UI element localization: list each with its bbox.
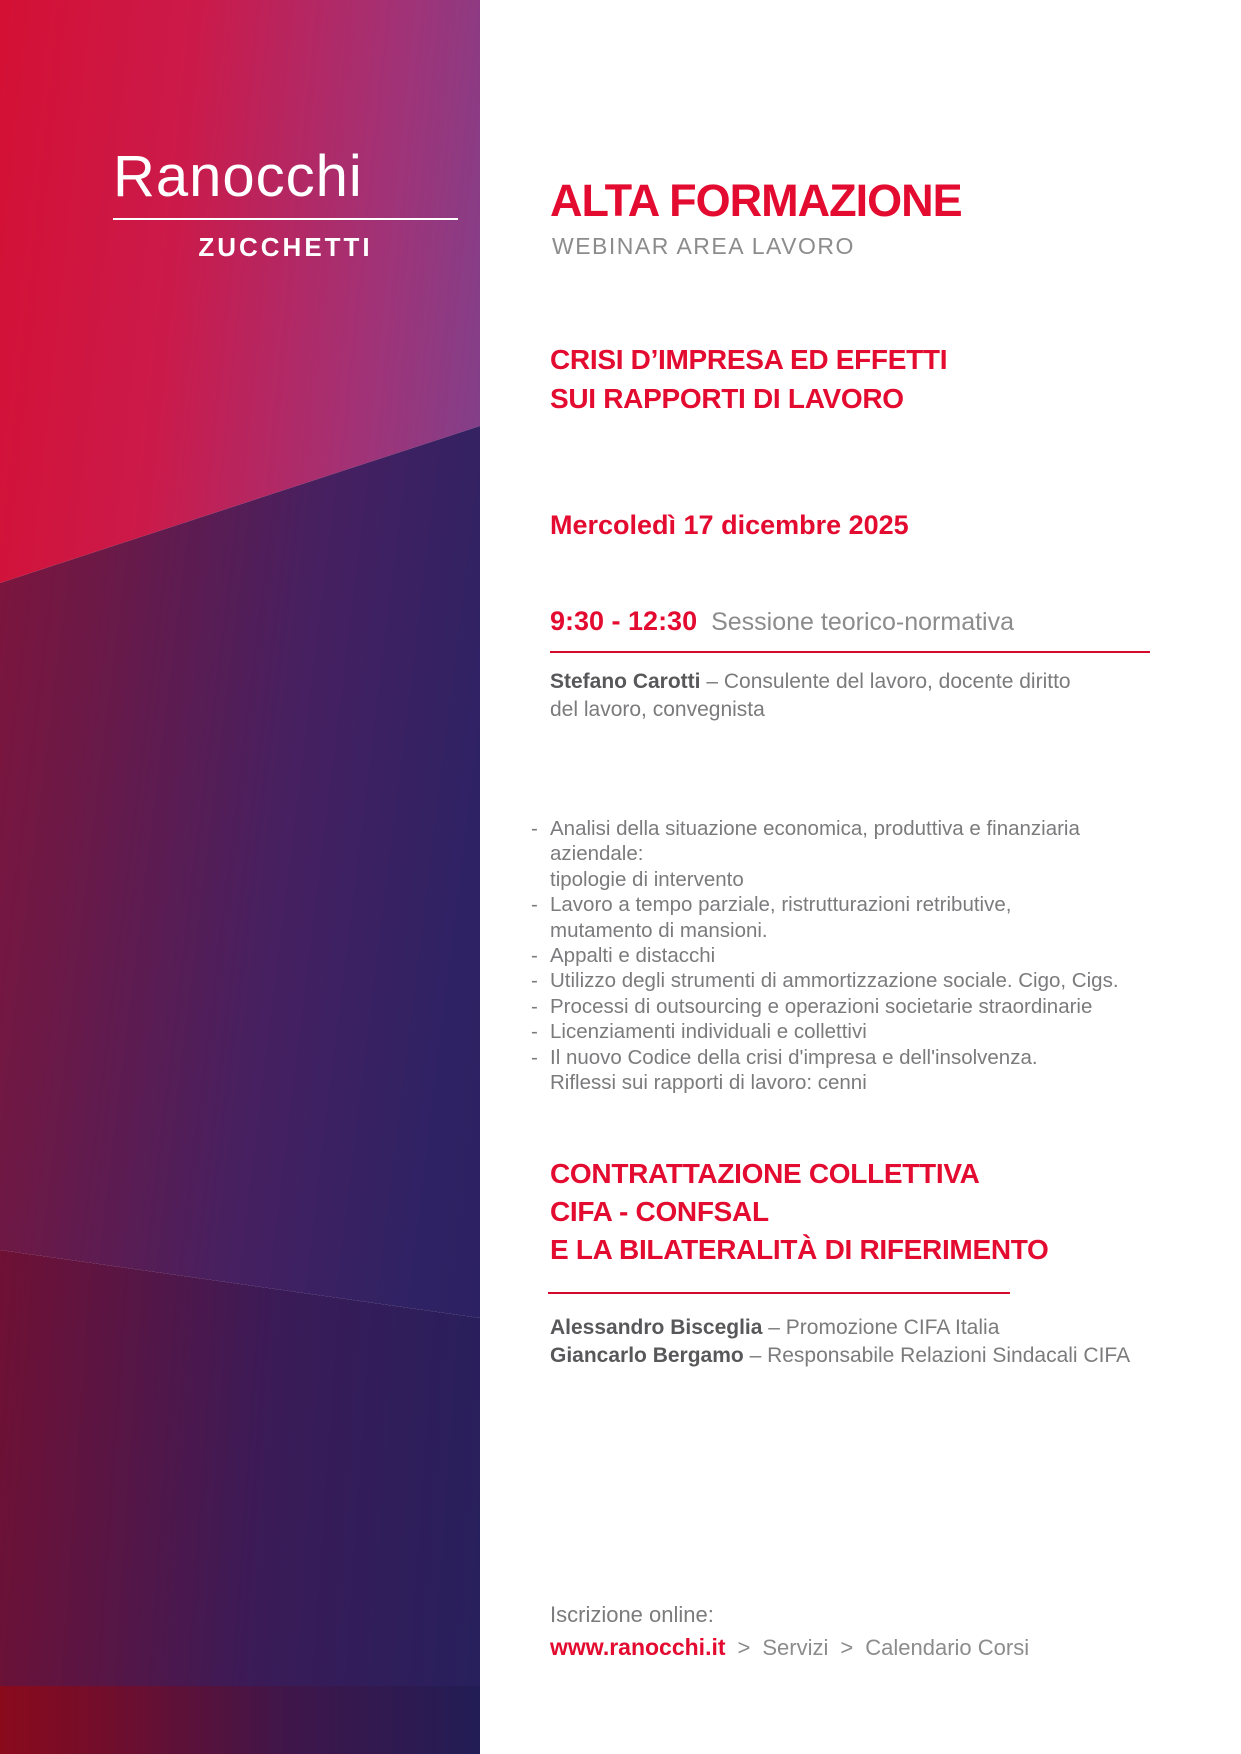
speaker-name: Giancarlo Bergamo <box>550 1344 744 1367</box>
event-title <box>550 340 947 418</box>
section2-speakers <box>550 1314 1150 1370</box>
logo-subbrand: ZUCCHETTI <box>198 232 373 262</box>
bullet-dash: - <box>531 893 538 917</box>
session-speaker <box>550 668 1110 724</box>
list-item <box>531 994 1131 1019</box>
list-item <box>531 892 1131 943</box>
session-divider <box>550 651 1150 653</box>
event-date: Mercoledì 17 dicembre 2025 <box>550 510 909 540</box>
breadcrumb-item-calendario: Calendario Corsi <box>865 1635 1030 1660</box>
speaker-line1 <box>550 668 1110 696</box>
registration-path <box>550 1634 1029 1661</box>
registration-label: Iscrizione online: <box>550 1602 714 1627</box>
logo-wordmark: Ranocchi <box>113 144 363 209</box>
breadcrumb-separator: > <box>840 1635 854 1660</box>
section2-divider <box>548 1292 1010 1294</box>
list-item <box>531 1019 1131 1044</box>
page-subtitle: WEBINAR AREA LAVORO <box>552 233 855 259</box>
topic-text: Analisi della situazione economica, produttiva e finanziaria aziendale: tipologie di intervento <box>550 817 1080 891</box>
speaker-role: – Promozione CIFA Italia <box>762 1316 1000 1339</box>
bullet-dash: - <box>531 994 538 1018</box>
topics-list <box>531 816 1131 1095</box>
bullet-dash: - <box>531 944 538 968</box>
gradient-side-panel <box>0 0 480 1754</box>
session-row <box>550 606 1014 637</box>
bullet-dash: - <box>531 969 538 993</box>
list-item <box>531 816 1131 892</box>
topic-text: Appalti e distacchi <box>550 944 716 968</box>
speaker-line <box>550 1342 1150 1370</box>
breadcrumb-item-servizi: Servizi <box>762 1635 829 1660</box>
topic-text: Lavoro a tempo parziale, ristrutturazioni retributive, mutamento di mansioni. <box>550 893 1012 942</box>
speaker-role-part2: del lavoro, convegnista <box>550 698 765 721</box>
bullet-dash: - <box>531 817 538 840</box>
session-label: Sessione teorico-normativa <box>711 608 1015 636</box>
list-item <box>531 968 1131 993</box>
session-time: 9:30 - 12:30 <box>550 606 698 636</box>
website-link[interactable]: www.ranocchi.it <box>550 1634 726 1660</box>
speaker-role: – Responsabile Relazioni Sindacali CIFA <box>743 1344 1131 1367</box>
section2-title-line1: CONTRATTAZIONE COLLETTIVA <box>550 1158 980 1189</box>
list-item <box>531 943 1131 968</box>
bullet-dash: - <box>531 1020 538 1044</box>
topic-text: Utilizzo degli strumenti di ammortizzazione sociale. Cigo, Cigs. <box>550 969 1119 993</box>
breadcrumb-separator: > <box>737 1635 751 1660</box>
bullet-dash: - <box>531 1045 538 1069</box>
page-title: ALTA FORMAZIONE <box>550 175 962 226</box>
event-title-line2: SUI RAPPORTI DI LAVORO <box>550 383 904 414</box>
speaker-role-part1: – Consulente del lavoro, docente diritto <box>700 670 1071 693</box>
section2-title-line2: CIFA - CONFSAL <box>550 1196 769 1227</box>
list-item <box>531 1045 1131 1096</box>
ranocchi-zucchetti-logo <box>113 144 458 263</box>
speaker-name: Alessandro Bisceglia <box>550 1316 763 1339</box>
section2-title <box>550 1155 1049 1269</box>
logo-divider <box>113 218 458 220</box>
speaker-line <box>550 1314 1150 1342</box>
event-title-line1: CRISI D’IMPRESA ED EFFETTI <box>550 344 948 375</box>
topic-text: Il nuovo Codice della crisi d'impresa e dell'insolvenza. Riflessi sui rapporti di lavoro: cenni <box>550 1045 1038 1095</box>
speaker-name: Stefano Carotti <box>550 670 701 693</box>
section2-title-line3: E LA BILATERALITÀ DI RIFERIMENTO <box>550 1234 1049 1265</box>
topic-text: Licenziamenti individuali e collettivi <box>550 1020 867 1044</box>
topic-text: Processi di outsourcing e operazioni societarie straordinarie <box>550 994 1093 1018</box>
